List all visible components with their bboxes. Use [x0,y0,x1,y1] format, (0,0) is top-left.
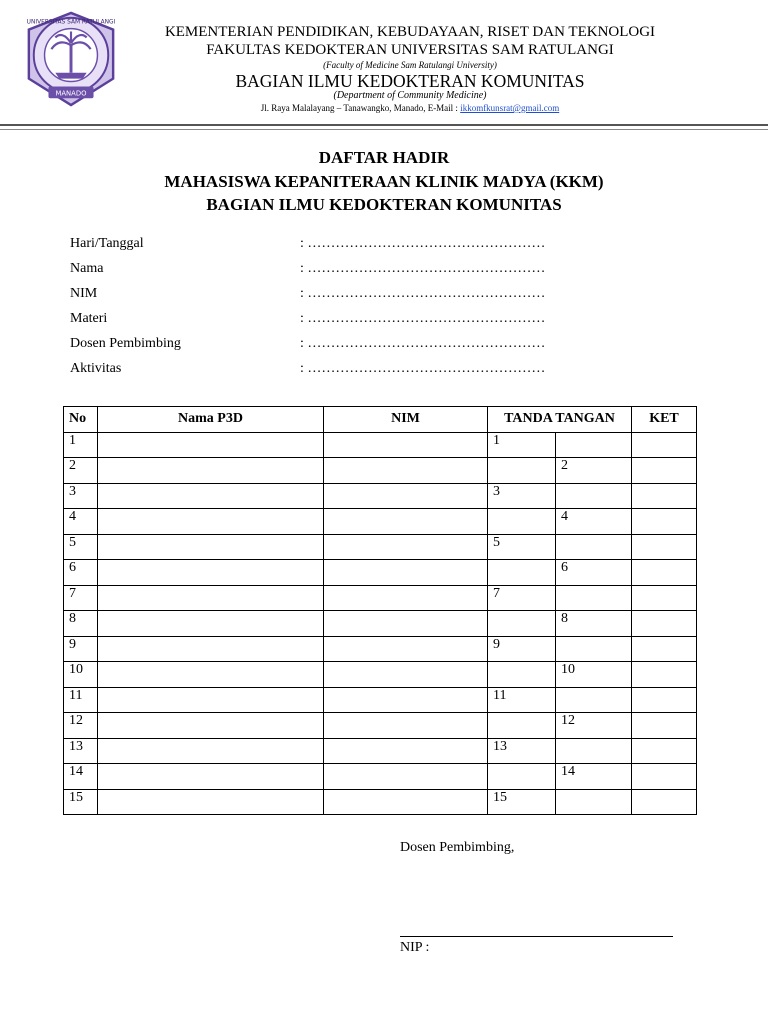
signature-cell-right[interactable]: 2 [556,458,632,484]
signature-cell-left[interactable]: 1 [488,432,556,458]
table-row [64,789,697,815]
nama-cell[interactable] [98,713,324,739]
row-number: 2 [64,458,98,484]
signature-cell-right[interactable] [556,687,632,713]
logo-text-bottom: MANADO [55,89,87,98]
ket-cell[interactable] [632,483,697,509]
nim-cell[interactable] [324,764,488,790]
ket-cell[interactable] [632,611,697,637]
signature-cell-right[interactable] [556,432,632,458]
header-ket: KET [632,407,697,433]
table-row [64,764,697,790]
nama-cell[interactable] [98,764,324,790]
table-row [64,509,697,535]
row-number: 12 [64,713,98,739]
nama-cell[interactable] [98,662,324,688]
row-number: 15 [64,789,98,815]
field-label: Nama [70,261,104,276]
ket-cell[interactable] [632,687,697,713]
row-number: 3 [64,483,98,509]
nama-cell[interactable] [98,534,324,560]
field-value[interactable]: : …………………………………………… [300,236,546,251]
table-row [64,687,697,713]
ket-cell[interactable] [632,662,697,688]
field-value[interactable]: : …………………………………………… [300,261,546,276]
title-daftar-hadir: DAFTAR HADIR [318,148,450,167]
row-number: 11 [64,687,98,713]
signature-line[interactable] [400,936,673,937]
signature-cell-left[interactable] [488,611,556,637]
row-number: 6 [64,560,98,586]
logo-text-top: UNIVERSITAS SAM RATULANGI [26,19,116,26]
nim-cell[interactable] [324,738,488,764]
ket-cell[interactable] [632,764,697,790]
title-mahasiswa: MAHASISWA KEPANITERAAN KLINIK MADYA (KKM) [164,172,604,191]
row-number: 14 [64,764,98,790]
title-bagian: BAGIAN ILMU KEDOKTERAN KOMUNITAS [206,195,562,214]
nama-cell[interactable] [98,432,324,458]
field-materi [70,311,545,327]
header-divider-thin [0,129,768,130]
header-faculty: FAKULTAS KEDOKTERAN UNIVERSITAS SAM RATULANGI [206,42,614,58]
signature-cell-right[interactable]: 4 [556,509,632,535]
nip-label: NIP : [400,940,430,955]
field-value[interactable]: : …………………………………………… [300,311,546,326]
field-nama [70,261,545,277]
signature-label: Dosen Pembimbing, [400,840,515,855]
header-no: No [64,407,98,433]
table-row [64,432,697,458]
signature-cell-right[interactable] [556,738,632,764]
header-divider-thick [0,124,768,126]
nama-cell[interactable] [98,483,324,509]
nama-cell[interactable] [98,738,324,764]
address-text: Jl. Raya Malalayang – Tanawangko, Manado, E-Mail : [260,103,458,113]
nim-cell[interactable] [324,611,488,637]
field-label: Dosen Pembimbing [70,336,181,351]
table-row [64,534,697,560]
table-row [64,738,697,764]
signature-cell-right[interactable] [556,483,632,509]
signature-cell-left[interactable]: 9 [488,636,556,662]
signature-cell-right[interactable] [556,789,632,815]
signature-cell-left[interactable]: 11 [488,687,556,713]
ket-cell[interactable] [632,534,697,560]
signature-cell-left[interactable] [488,764,556,790]
table-row [64,560,697,586]
table-row [64,585,697,611]
signature-cell-right[interactable] [556,585,632,611]
nim-cell[interactable] [324,662,488,688]
nama-cell[interactable] [98,585,324,611]
attendance-table [63,406,697,815]
field-value[interactable]: : …………………………………………… [300,361,546,376]
field-value[interactable]: : …………………………………………… [300,286,546,301]
field-hari-tanggal [70,236,545,252]
nim-cell[interactable] [324,560,488,586]
signature-cell-right[interactable] [556,534,632,560]
field-label: Materi [70,311,108,326]
signature-cell-right[interactable]: 6 [556,560,632,586]
header-department: BAGIAN ILMU KEDOKTERAN KOMUNITAS [235,71,585,91]
field-nim [70,286,545,302]
ket-cell[interactable] [632,738,697,764]
field-label: Hari/Tanggal [70,236,144,251]
signature-cell-left[interactable] [488,458,556,484]
ket-cell[interactable] [632,432,697,458]
table-row [64,611,697,637]
signature-cell-left[interactable]: 7 [488,585,556,611]
nama-cell[interactable] [98,611,324,637]
signature-cell-left[interactable]: 5 [488,534,556,560]
signature-cell-left[interactable] [488,560,556,586]
signature-cell-right[interactable]: 8 [556,611,632,637]
nama-cell[interactable] [98,560,324,586]
nim-cell[interactable] [324,458,488,484]
row-number: 9 [64,636,98,662]
field-value[interactable]: : …………………………………………… [300,336,546,351]
ket-cell[interactable] [632,458,697,484]
nim-cell[interactable] [324,636,488,662]
signature-cell-left[interactable]: 13 [488,738,556,764]
ket-cell[interactable] [632,789,697,815]
ket-cell[interactable] [632,636,697,662]
table-row [64,713,697,739]
ket-cell[interactable] [632,713,697,739]
ket-cell[interactable] [632,585,697,611]
field-aktivitas [70,361,545,377]
signature-cell-left[interactable] [488,713,556,739]
nim-cell[interactable] [324,483,488,509]
header-tanda-tangan: TANDA TANGAN [488,407,632,433]
ket-cell[interactable] [632,560,697,586]
row-number: 8 [64,611,98,637]
field-dosen-pembimbing [70,336,545,352]
row-number: 10 [64,662,98,688]
row-number: 1 [64,432,98,458]
header-address [120,103,700,113]
header-nim: NIM [324,407,488,433]
row-number: 13 [64,738,98,764]
nim-cell[interactable] [324,687,488,713]
nama-cell[interactable] [98,636,324,662]
header-nama: Nama P3D [98,407,324,433]
nama-cell[interactable] [98,789,324,815]
ket-cell[interactable] [632,509,697,535]
nama-cell[interactable] [98,687,324,713]
nim-cell[interactable] [324,509,488,535]
signature-cell-right[interactable] [556,636,632,662]
table-row [64,483,697,509]
header-department-en: (Department of Community Medicine) [333,90,487,101]
row-number: 7 [64,585,98,611]
signature-cell-left[interactable]: 15 [488,789,556,815]
nim-cell[interactable] [324,432,488,458]
nim-cell[interactable] [324,713,488,739]
signature-cell-left[interactable] [488,662,556,688]
table-row [64,662,697,688]
field-label: NIM [70,286,98,301]
university-logo [22,10,120,108]
signature-cell-right[interactable]: 14 [556,764,632,790]
nama-cell[interactable] [98,458,324,484]
table-header-row [64,407,697,433]
signature-cell-right[interactable]: 12 [556,713,632,739]
row-number: 5 [64,534,98,560]
signature-cell-right[interactable]: 10 [556,662,632,688]
header-faculty-en: (Faculty of Medicine Sam Ratulangi University) [323,60,497,70]
field-label: Aktivitas [70,361,122,376]
signature-cell-left[interactable]: 3 [488,483,556,509]
nama-cell[interactable] [98,509,324,535]
nim-cell[interactable] [324,585,488,611]
nim-cell[interactable] [324,789,488,815]
row-number: 4 [64,509,98,535]
nim-cell[interactable] [324,534,488,560]
email-link[interactable]: ikkomfkunsrat@gmail.com [460,103,560,113]
signature-cell-left[interactable] [488,509,556,535]
table-row [64,636,697,662]
table-row [64,458,697,484]
header-ministry: KEMENTERIAN PENDIDIKAN, KEBUDAYAAN, RISET DAN TEKNOLOGI [164,24,656,40]
